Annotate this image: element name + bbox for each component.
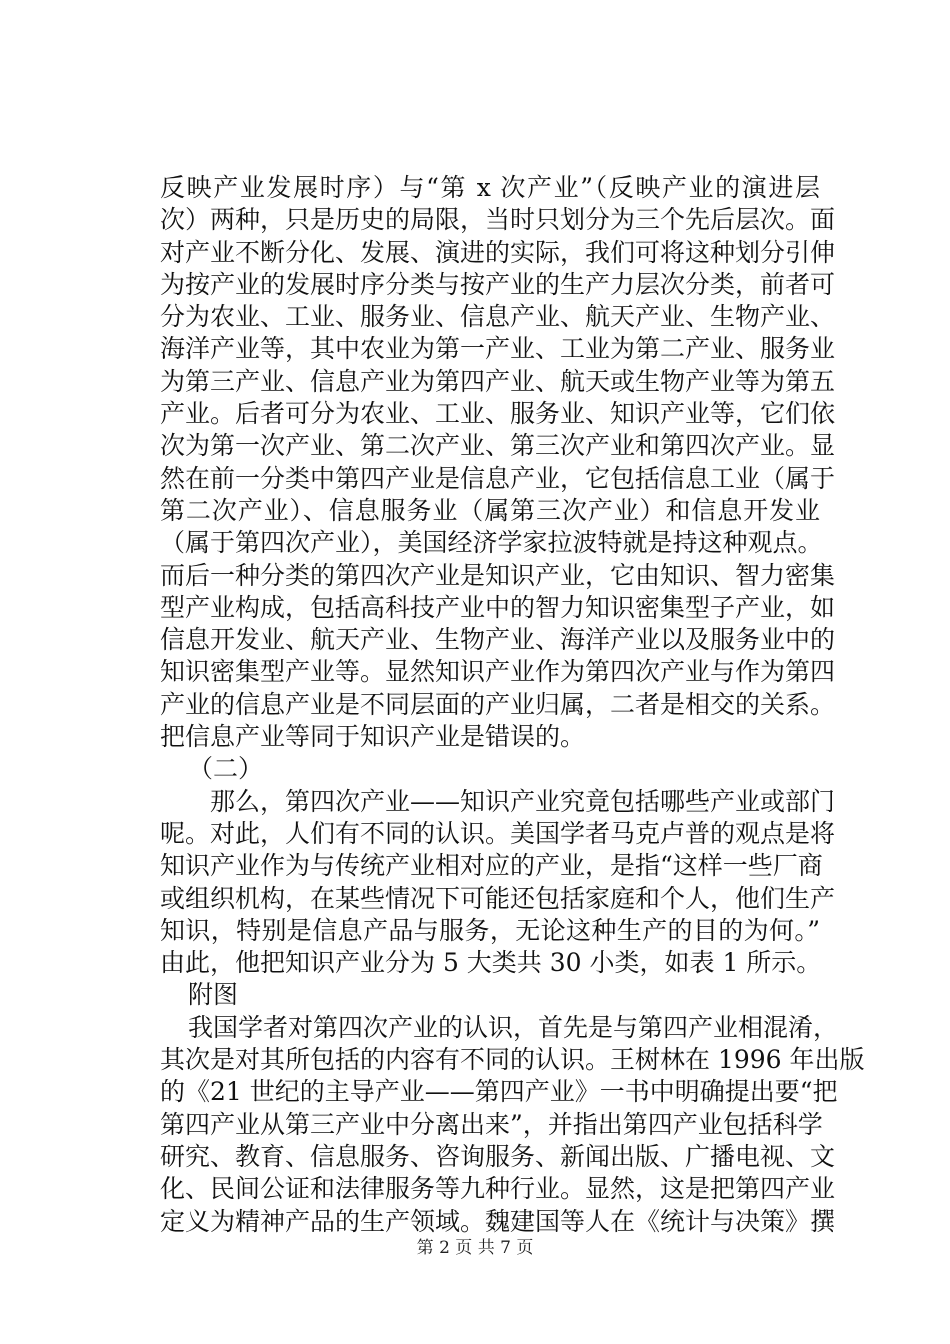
text-line: 的《21 世纪的主导产业——第四产业》一书中明确提出要“把 — [160, 1077, 838, 1107]
text-line: 呢。对此，人们有不同的认识。美国学者马克卢普的观点是将 — [160, 818, 836, 848]
text-line: 反映产业发展时序）与“第 x 次产业”（反映产业的演进层 — [160, 173, 820, 202]
figure-placeholder-label: 附图 — [188, 980, 239, 1010]
text-line: 对产业不断分化、发展、演进的实际，我们可将这种划分引伸 — [160, 237, 836, 267]
text-line: 第四产业从第三产业中分离出来”，并指出第四产业包括科学 — [160, 1109, 823, 1139]
text-line: 次）两种，只是历史的局限，当时只划分为三个先后层次。面 — [160, 205, 836, 235]
text-line: 知识密集型产业等。显然知识产业作为第四次产业与作为第四 — [160, 657, 836, 687]
text-line: 而后一种分类的第四次产业是知识产业，它由知识、智力密集 — [160, 560, 836, 590]
text-line: 产业的信息产业是不同层面的产业归属，二者是相交的关系。 — [160, 689, 836, 719]
section-heading: （二） — [188, 754, 264, 784]
text-line: 第二次产业）、信息服务业（属第三次产业）和信息开发业 — [160, 495, 820, 525]
text-line: 次为第一次产业、第二次产业、第三次产业和第四次产业。显 — [160, 431, 836, 461]
text-line: 把信息产业等同于知识产业是错误的。 — [160, 722, 586, 752]
text-line: 那么，第四次产业——知识产业究竟包括哪些产业或部门 — [210, 786, 836, 816]
text-line: 由此，他把知识产业分为 5 大类共 30 小类，如表 1 所示。 — [160, 948, 822, 978]
text-line: 信息开发业、航天产业、生物产业、海洋产业以及服务业中的 — [160, 625, 836, 655]
text-line: 产业。后者可分为农业、工业、服务业、知识产业等，它们依 — [160, 399, 836, 429]
text-line: 然在前一分类中第四产业是信息产业，它包括信息工业（属于 — [160, 463, 836, 493]
text-line: 为第三产业、信息产业为第四产业、航天或生物产业等为第五 — [160, 366, 836, 396]
text-line: （属于第四次产业），美国经济学家拉波特就是持这种观点。 — [160, 528, 823, 558]
text-line: 分为农业、工业、服务业、信息产业、航天产业、生物产业、 — [160, 302, 836, 332]
text-line: 其次是对其所包括的内容有不同的认识。王树林在 1996 年出版 — [160, 1045, 865, 1075]
text-line: 海洋产业等，其中农业为第一产业、工业为第二产业、服务业 — [160, 334, 836, 364]
text-line: 我国学者对第四次产业的认识，首先是与第四产业相混淆， — [188, 1012, 839, 1042]
text-line: 研究、教育、信息服务、咨询服务、新闻出版、广播电视、文 — [160, 1141, 836, 1171]
text-line: 化、民间公证和法律服务等九种行业。显然，这是把第四产业 — [160, 1174, 836, 1204]
page-footer: 第 2 页 共 7 页 — [416, 1238, 534, 1258]
body-text — [160, 172, 865, 1238]
text-line: 型产业构成，包括高科技产业中的智力知识密集型子产业，如 — [160, 592, 836, 622]
text-line: 或组织机构，在某些情况下可能还包括家庭和个人，他们生产 — [160, 883, 836, 913]
text-line: 知识，特别是信息产品与服务，无论这种生产的目的为何。” — [160, 915, 820, 945]
text-line: 定义为精神产品的生产领域。魏建国等人在《统计与决策》撰 — [160, 1206, 836, 1236]
text-line: 为按产业的发展时序分类与按产业的生产力层次分类，前者可 — [160, 269, 836, 299]
text-line: 知识产业作为与传统产业相对应的产业，是指“这样一些厂商 — [160, 851, 823, 881]
